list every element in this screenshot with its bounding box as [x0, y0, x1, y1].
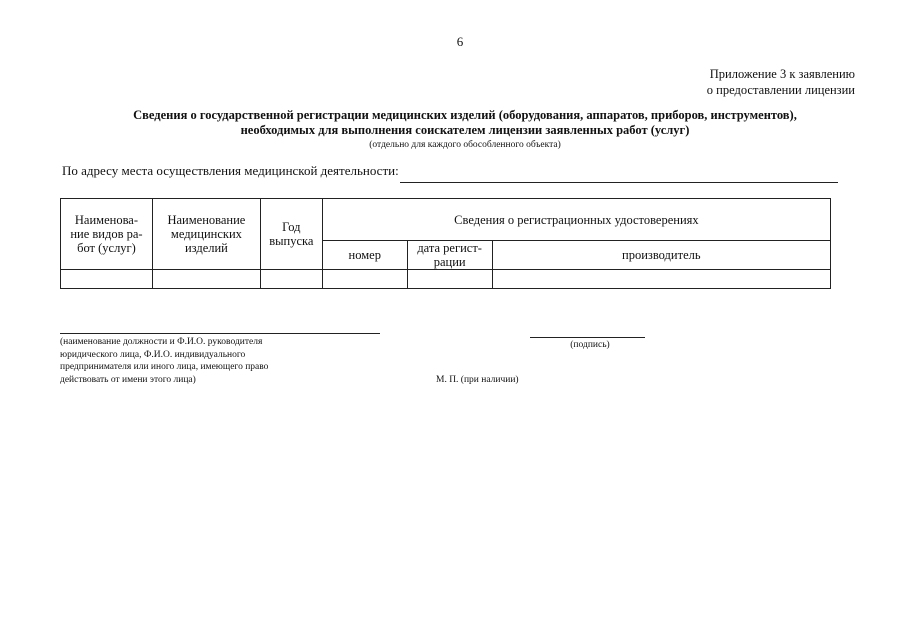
cell-manufacturer[interactable]	[492, 270, 830, 289]
appendix-note	[640, 66, 855, 98]
table-row	[61, 270, 831, 289]
document-subtitle: (отдельно для каждого обособленного объекта)	[369, 140, 561, 150]
registration-table	[60, 198, 831, 289]
signature-caption: (подпись)	[570, 340, 610, 350]
cell-reg-date[interactable]	[407, 270, 492, 289]
cell-device-name[interactable]	[152, 270, 260, 289]
title-line-1: Сведения о государственной регистрации медицинских изделий (оборудования, аппаратов, приборов, инструментов),	[133, 108, 797, 122]
header-work-types: Наименова- ние видов ра- бот (услуг)	[61, 199, 153, 270]
header-device-names: Наименование медицинских изделий	[152, 199, 260, 270]
position-name-line[interactable]	[60, 333, 380, 334]
document-title	[80, 108, 850, 138]
header-manufacturer: производитель	[492, 241, 830, 270]
address-label: По адресу места осуществления медицинской деятельности:	[62, 163, 399, 178]
stamp-label: М. П. (при наличии)	[436, 375, 519, 385]
position-name-caption: (наименование должности и Ф.И.О. руководителя юридического лица, Ф.И.О. индивидуального предпринимателя или иного лица, имеющего право действовать от имени этого лица)	[60, 337, 269, 385]
cell-year[interactable]	[260, 270, 322, 289]
appendix-line-1: Приложение 3 к заявлению	[709, 67, 855, 81]
title-line-2: необходимых для выполнения соискателем лицензии заявленных работ (услуг)	[240, 123, 690, 137]
header-reg-date: дата регист- рации	[407, 241, 492, 270]
page-number: 6	[456, 34, 464, 49]
signature-line[interactable]	[530, 337, 645, 338]
address-input-line[interactable]	[400, 182, 838, 183]
header-number: номер	[322, 241, 407, 270]
cell-work-type[interactable]	[61, 270, 153, 289]
header-certificates: Сведения о регистрационных удостоверениях	[322, 199, 830, 241]
header-year: Год выпуска	[260, 199, 322, 270]
cell-number[interactable]	[322, 270, 407, 289]
appendix-line-2: о предоставлении лицензии	[706, 83, 855, 97]
